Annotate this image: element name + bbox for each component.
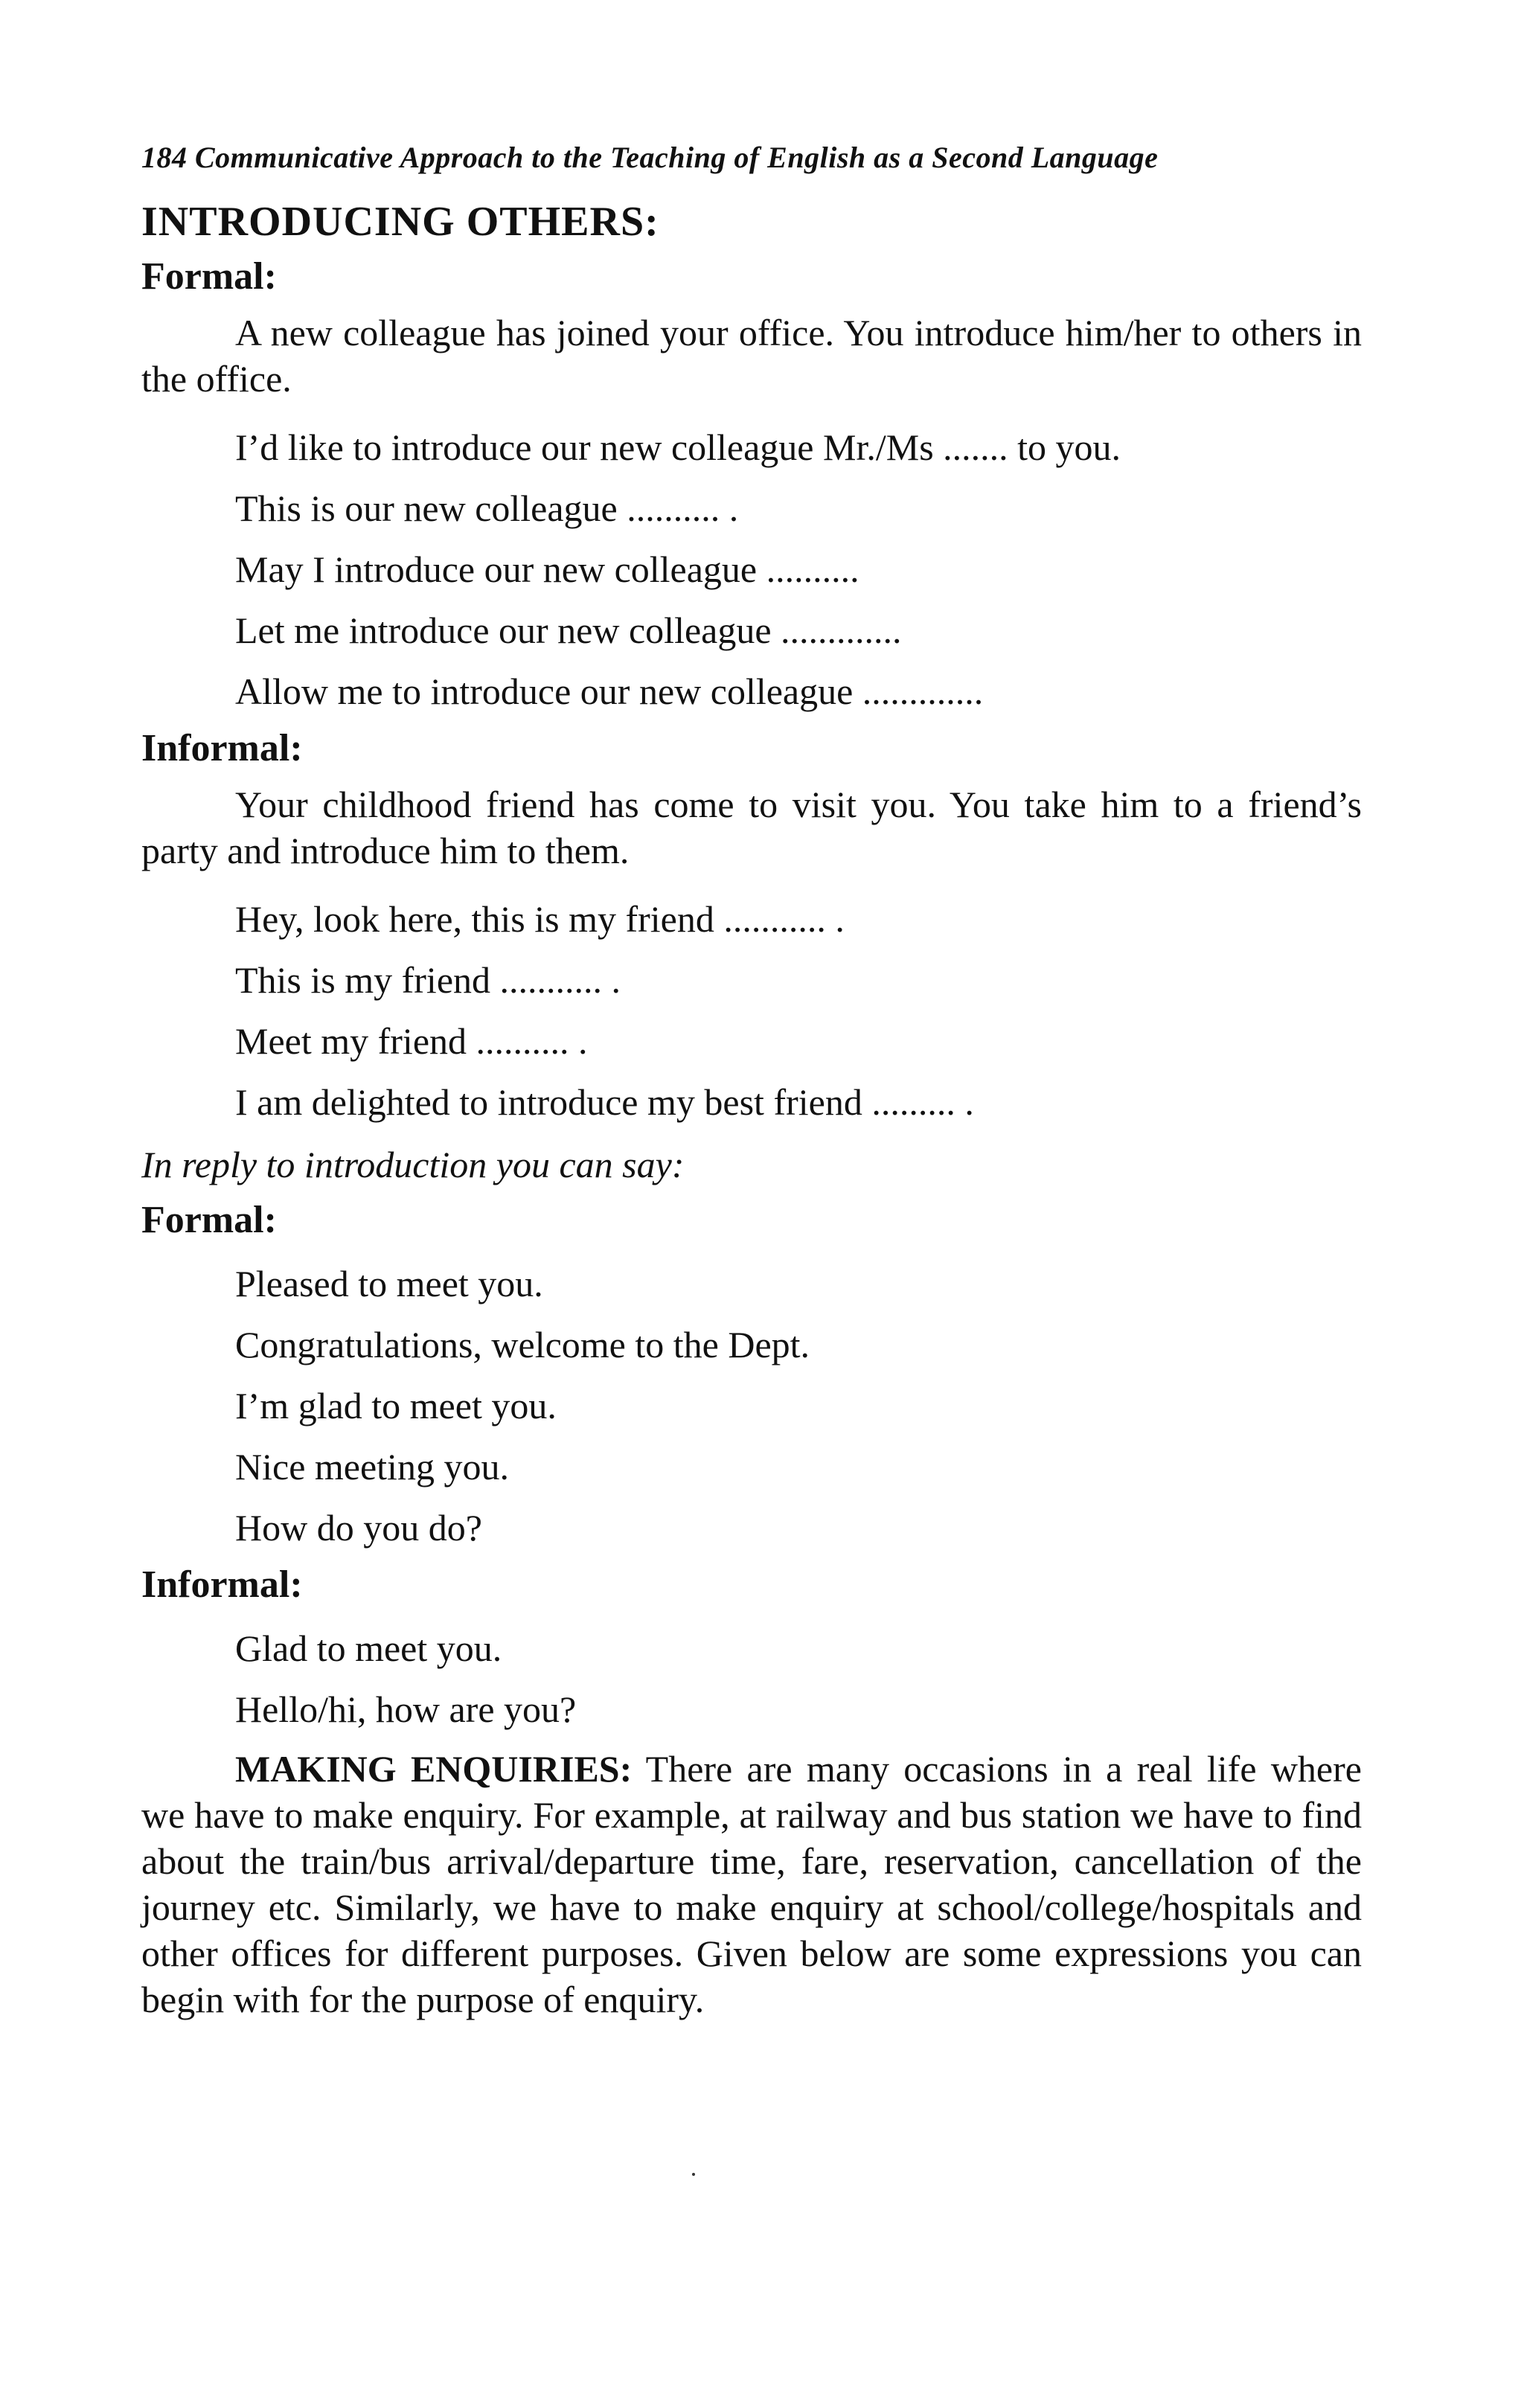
informal-introduction-item: I am delighted to introduce my best friend ......... .: [235, 1081, 974, 1123]
reply-formal-item: Nice meeting you.: [235, 1446, 509, 1488]
formal-introduction-item: This is our new colleague .......... .: [235, 487, 739, 529]
reply-formal-item: How do you do?: [235, 1507, 482, 1549]
reply-intro: In reply to introduction you can say:: [141, 1144, 685, 1185]
formal-introduction-item: Let me introduce our new colleague .............: [235, 609, 902, 651]
informal-introduction-list: [141, 888, 1362, 1133]
reply-formal-item: Pleased to meet you.: [235, 1263, 543, 1304]
making-enquiries-body: There are many occasions in a real life where we have to make enquiry. For example, at railway and bus station we have to find about the train/bus arrival/departure time, fare, reservation, cancellation of the journey etc. Similarly, we have to make enquiry at school/college/hospitals and other offices for different purposes. Given below are some expressions you can begin with for the purpose of enquiry.: [141, 1748, 1362, 2020]
formal-introduction-item: May I introduce our new colleague ..........: [235, 548, 859, 590]
making-enquiries-heading: MAKING ENQUIRIES:: [235, 1748, 633, 1790]
formal-introduction-item: I’d like to introduce our new colleague Mr./Ms ....... to you.: [235, 426, 1121, 468]
reply-formal-label: Formal:: [141, 1199, 277, 1241]
reply-formal-item: I’m glad to meet you.: [235, 1385, 557, 1426]
formal-context-paragraph: A new colleague has joined your office. You introduce him/her to others in the office.: [141, 312, 1362, 400]
reply-formal-list: [141, 1253, 1362, 1558]
making-enquiries-paragraph: [141, 1746, 1362, 2023]
reply-informal-item: Hello/hi, how are you?: [235, 1688, 577, 1730]
book-page: [141, 135, 1362, 2279]
scan-speck: [692, 2173, 695, 2176]
reply-informal-label: Informal:: [141, 1563, 303, 1606]
running-header: 184 Communicative Approach to the Teaching of English as a Second Language: [141, 141, 1159, 174]
informal-context-paragraph: Your childhood friend has come to visit you. You take him to a friend’s party and introduce him to them.: [141, 784, 1362, 871]
informal-label: Informal:: [141, 727, 303, 769]
formal-introduction-item: Allow me to introduce our new colleague .............: [235, 670, 984, 712]
informal-introduction-item: Hey, look here, this is my friend ........... .: [235, 898, 845, 940]
introducing-others-heading: INTRODUCING OTHERS:: [141, 199, 659, 245]
formal-introduction-list: [141, 417, 1362, 722]
informal-introduction-item: This is my friend ........... .: [235, 959, 621, 1001]
reply-formal-item: Congratulations, welcome to the Dept.: [235, 1324, 810, 1365]
informal-introduction-item: Meet my friend .......... .: [235, 1020, 588, 1062]
formal-label: Formal:: [141, 255, 277, 298]
reply-informal-item: Glad to meet you.: [235, 1627, 502, 1669]
reply-informal-list: [141, 1618, 1362, 1740]
